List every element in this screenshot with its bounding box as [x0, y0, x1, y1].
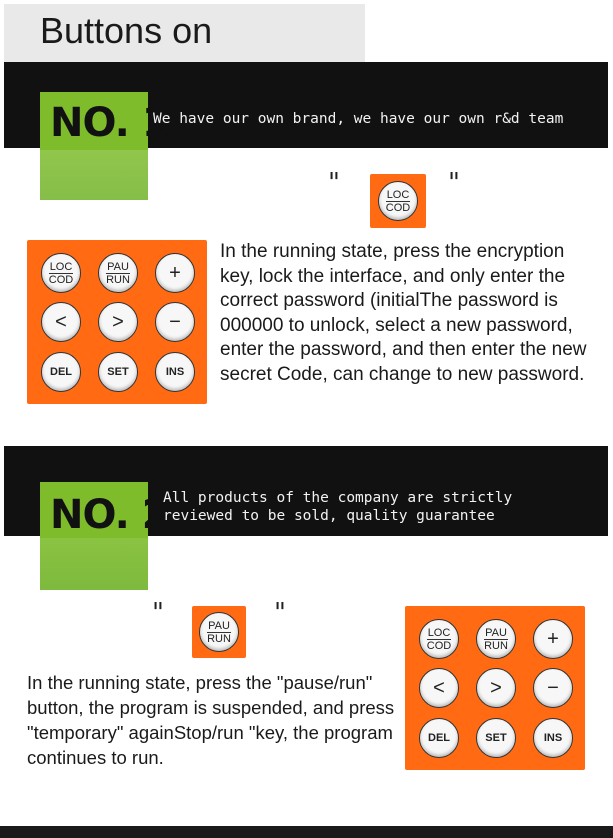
quote-close: " [274, 598, 286, 628]
plus-button [533, 619, 573, 659]
key-bottom-label: RUN [484, 639, 508, 652]
key-top-label: LOC [386, 188, 410, 201]
key-label: INS [165, 366, 185, 378]
section1-badge-fade [40, 150, 148, 200]
bottom-border [0, 826, 613, 838]
key-label: SET [485, 732, 507, 744]
key-label: DEL [50, 366, 72, 378]
del-button [419, 718, 459, 758]
page-title: Buttons on [40, 10, 213, 51]
right-button [476, 668, 516, 708]
left-button [41, 302, 81, 342]
key-label: DEL [428, 732, 450, 744]
key-top-label: LOC [427, 626, 451, 639]
chevron-left-icon: < [433, 677, 445, 699]
loc-cod-button [419, 619, 459, 659]
chevron-right-icon: > [490, 677, 502, 699]
key-label: INS [543, 732, 563, 744]
ins-button [533, 718, 573, 758]
key-bottom-label: COD [48, 273, 74, 286]
key-top-label: PAU [208, 619, 230, 632]
left-button [419, 668, 459, 708]
section2-header-line2: reviewed to be sold, quality guarantee [163, 508, 495, 524]
pau-run-button [98, 253, 138, 293]
key-top-label: LOC [49, 260, 73, 273]
quote-close: " [448, 168, 460, 198]
pau-run-button [476, 619, 516, 659]
pau-run-feature-button [199, 612, 239, 652]
section2-header-line1: All products of the company are strictly [163, 490, 513, 506]
minus-icon: − [547, 677, 559, 699]
section1-description: In the running state, press the encryption key, lock the interface, and only enter the correct password (initialThe password is 000000 to unlock, select a new password, enter the password, and then enter the new secret Code, can change to new password. [220, 241, 587, 385]
chevron-right-icon: > [112, 311, 124, 333]
section2-badge-fade [40, 538, 148, 590]
chevron-left-icon: < [55, 311, 67, 333]
plus-button [155, 253, 195, 293]
section1-header-text: We have our own brand, we have our own r&d team [153, 111, 564, 127]
set-button [98, 352, 138, 392]
minus-button [533, 668, 573, 708]
keypad-image-1 [27, 240, 207, 404]
loc-cod-feature-button [378, 181, 418, 221]
ins-button [155, 352, 195, 392]
key-bottom-label: RUN [106, 273, 130, 286]
right-button [98, 302, 138, 342]
key-label: SET [107, 366, 129, 378]
del-button [41, 352, 81, 392]
section2-number: NO. 2 [50, 492, 169, 538]
plus-icon: + [547, 628, 559, 650]
plus-icon: + [169, 262, 181, 284]
set-button [476, 718, 516, 758]
quote-open: " [328, 168, 340, 198]
section1-number: NO. 1 [50, 100, 169, 146]
key-bottom-label: COD [426, 639, 452, 652]
section2-description: In the running state, press the "pause/run" button, the program is suspended, and press "temporary" againStop/run "key, the program continues to run. [27, 672, 395, 768]
key-bottom-label: COD [385, 201, 411, 214]
key-bottom-label: RUN [207, 632, 231, 645]
key-top-label: PAU [107, 260, 129, 273]
keypad-image-2 [405, 606, 585, 770]
minus-button [155, 302, 195, 342]
key-top-label: PAU [485, 626, 507, 639]
quote-open: " [152, 598, 164, 628]
minus-icon: − [169, 311, 181, 333]
loc-cod-button [41, 253, 81, 293]
